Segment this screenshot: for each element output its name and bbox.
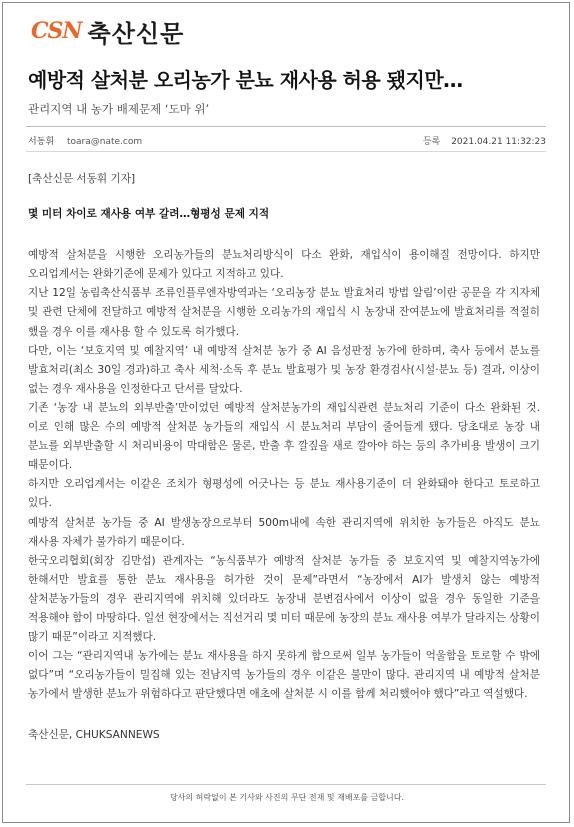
article-paragraph: 한국오리협회(회장 김만섭) 관계자는 “농식품부가 예방적 살처분 농가들 중 보호지역 및 예찰지역농가에 한해서만 발효를 통한 분뇨 재사용을 허가한 것이 문제”라면서 “농장에서 AI가 발생치 않는 예방적 살처분농가들의 경우 관리지역에 위치해 있더라도 농장내 분변검사에서 이상이 없을 경우 동일한 기준을 적용해야 함이 마땅하다. 일선 현장에서는 직선거리 몇 미터 때문에 농장의 분뇨 재사용 여부가 달라지는 상황이 많기 때문”이라고 지적했다. bbox=[28, 554, 540, 644]
article-paragraph: 다만, 이는 ‘보호지역 및 예찰지역’ 내 예방적 살처분 농가 중 AI 음성판정 농가에 한하며, 축사 등에서 분뇨를 발효처리(최소 30일 경과)하고 축사 세척·소독 후 분뇨 발효평가 및 농장 환경검사(시설·분뇨 등) 결과, 이상이 없는 경우 재사용을 인정한다고 단서를 달았다. bbox=[28, 344, 540, 395]
csn-logo-mark: CSN bbox=[31, 18, 82, 44]
date-label: 등록 bbox=[422, 137, 441, 147]
article-headline: 예방적 살처분 오리농가 분뇨 재사용 허용 됐지만… bbox=[28, 68, 463, 92]
article-body bbox=[28, 170, 540, 746]
author-email[interactable]: toara@nate.com bbox=[66, 137, 143, 147]
publish-date bbox=[423, 134, 546, 147]
date-value: 2021.04.21 11:32:23 bbox=[451, 137, 546, 147]
meta-divider-top bbox=[26, 126, 546, 127]
author-name: 서동휘 bbox=[28, 137, 55, 147]
article-signature: 축산신문, CHUKSANNEWS bbox=[28, 729, 160, 742]
article-paragraph: 하지만 오리업계서는 이같은 조치가 형평성에 어긋나는 등 분뇨 재사용기준이 더 완화돼야 한다고 토로하고 있다. bbox=[28, 478, 540, 510]
copyright-notice: 당사의 허락없이 본 기사와 사진의 무단 전재 및 재배포를 금합니다. bbox=[169, 793, 405, 802]
site-logo-name[interactable]: 축산신문 bbox=[87, 19, 185, 48]
footer-divider bbox=[26, 784, 546, 785]
article-paragraph: 지난 12일 농림축산식품부 조류인플루엔자방역과는 ‘오리농장 분뇨 발효처리 방법 알림’이란 공문을 각 지자체 및 관련 단체에 전달하고 예방적 살처분을 시행한 오리농가의 재입식 시 농장내 잔여분뇨에 발효처리를 적절히 했을 경우 이를 재사용 할 수 있도록 허가했다. bbox=[28, 287, 540, 338]
article-lede: 몇 미터 차이로 재사용 여부 갈려…형평성 문제 지적 bbox=[28, 208, 270, 221]
article-subheadline: 관리지역 내 농가 배제문제 ‘도마 위’ bbox=[28, 102, 210, 116]
article-paragraph: 이어 그는 “관리지역내 농가에는 분뇨 재사용을 하지 못하게 함으로써 일부 농가들이 억울함을 토로할 수 밖에 없다”며 “오리농가들이 밀집해 있는 전남지역 농가들의 경우 이같은 불만이 많다. 관리지역 내 예방적 살처분 농가에서 발생한 분뇨가 위험하다고 판단했다면 애초에 살처분 시 이를 함께 처리했어야 했다”라고 역설했다. bbox=[28, 650, 540, 701]
site-header bbox=[31, 13, 184, 49]
article-paragraph: 기존 ‘농장 내 분뇨의 외부반출’만이었던 예방적 살처분농가의 재입식관련 분뇨처리 기준이 다소 완화된 것. 이로 인해 많은 수의 예방적 살처분 농가들의 재입식 시 분뇨처리 부담이 줄어들게 됐다. 당초대로 농장 내 분뇨를 외부반출할 시 처리비용이 막대함은 물론, 반출 후 깔짚을 새로 깔아야 하는 등의 추가비용 발생이 크기 때문이다. bbox=[28, 401, 540, 472]
meta-divider-bottom bbox=[26, 151, 546, 152]
article-paragraph: 예방적 살처분 농가들 중 AI 발생농장으로부터 500m내에 속한 관리지역에 위치한 농가들은 아직도 분뇨 재사용 자체가 불가하기 때문이다. bbox=[28, 516, 540, 548]
article-paragraph: 예방적 살처분을 시행한 오리농가들의 분뇨처리방식이 다소 완화, 재입식이 용이해질 전망이다. 하지만 오리업계서는 완화기준에 문제가 있다고 지적하고 있다. bbox=[28, 249, 540, 281]
byline bbox=[28, 134, 142, 147]
reporter-credit: [축산신문 서동휘 기자] bbox=[28, 173, 136, 185]
